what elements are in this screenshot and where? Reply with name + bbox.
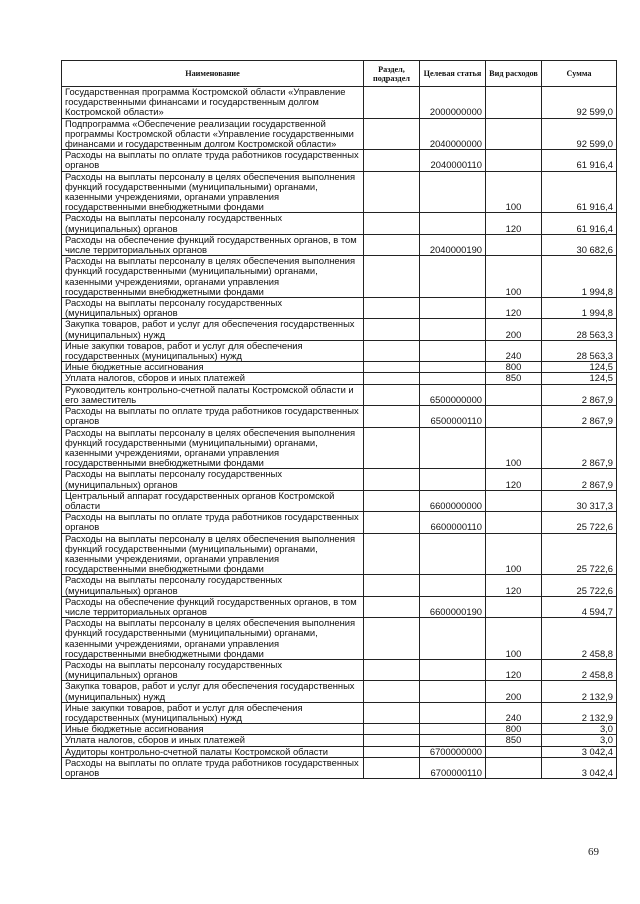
cell-target (420, 702, 486, 723)
header-target: Целевая статья (420, 61, 486, 87)
cell-sum: 25 722,6 (542, 533, 617, 575)
cell-type (486, 512, 542, 533)
cell-section (364, 469, 420, 490)
cell-name: Расходы на выплаты по оплате труда работников государственных органов (62, 406, 364, 427)
cell-target (420, 171, 486, 213)
cell-section (364, 256, 420, 298)
cell-sum: 25 722,6 (542, 512, 617, 533)
page-number: 69 (588, 846, 599, 858)
cell-section (364, 234, 420, 255)
cell-sum: 28 563,3 (542, 340, 617, 361)
cell-sum: 2 867,9 (542, 384, 617, 405)
cell-sum: 2 867,9 (542, 427, 617, 469)
table-row (62, 724, 617, 735)
cell-name: Уплата налогов, сборов и иных платежей (62, 373, 364, 384)
cell-section (364, 362, 420, 373)
cell-type: 850 (486, 735, 542, 746)
cell-sum: 2 458,8 (542, 659, 617, 680)
cell-section (364, 319, 420, 340)
cell-name: Расходы на выплаты персоналу в целях обеспечения выполнения функций государственными (муниципальными) органами, казенными учреждениями, органами управления государственными внебюджетными фондами (62, 533, 364, 575)
cell-target (420, 319, 486, 340)
cell-section (364, 533, 420, 575)
cell-section (364, 213, 420, 234)
cell-type: 100 (486, 256, 542, 298)
cell-name: Расходы на выплаты персоналу в целях обеспечения выполнения функций государственными (муниципальными) органами, казенными учреждениями, органами управления государственными внебюджетными фондами (62, 618, 364, 660)
table-header (62, 61, 617, 87)
table-body (62, 87, 617, 779)
table-row (62, 406, 617, 427)
cell-section (364, 373, 420, 384)
cell-name: Закупка товаров, работ и услуг для обеспечения государственных (муниципальных) нужд (62, 319, 364, 340)
table-row (62, 340, 617, 361)
cell-target (420, 469, 486, 490)
cell-name: Подпрограмма «Обеспечение реализации государственной программы Костромской области «Управление государственными финансами и государственным долгом Костромской области» (62, 118, 364, 150)
cell-section (364, 659, 420, 680)
header-type: Вид расходов (486, 61, 542, 87)
cell-type (486, 150, 542, 171)
cell-type (486, 118, 542, 150)
cell-target: 2040000110 (420, 150, 486, 171)
cell-name: Уплата налогов, сборов и иных платежей (62, 735, 364, 746)
cell-type: 100 (486, 533, 542, 575)
cell-sum: 92 599,0 (542, 87, 617, 119)
cell-sum: 61 916,4 (542, 171, 617, 213)
cell-section (364, 746, 420, 757)
cell-sum: 25 722,6 (542, 575, 617, 596)
cell-name: Расходы на выплаты по оплате труда работников государственных органов (62, 512, 364, 533)
cell-name: Руководитель контрольно-счетной палаты Костромской области и его заместитель (62, 384, 364, 405)
cell-target: 6500000000 (420, 384, 486, 405)
cell-target: 6700000000 (420, 746, 486, 757)
table-row (62, 298, 617, 319)
cell-target (420, 256, 486, 298)
cell-sum: 124,5 (542, 362, 617, 373)
cell-name: Центральный аппарат государственных органов Костромской области (62, 490, 364, 511)
header-section: Раздел, подраздел (364, 61, 420, 87)
cell-target: 2040000000 (420, 118, 486, 150)
cell-target: 2040000190 (420, 234, 486, 255)
table-row (62, 362, 617, 373)
table-row (62, 384, 617, 405)
cell-type: 100 (486, 427, 542, 469)
cell-sum: 2 132,9 (542, 681, 617, 702)
cell-name: Расходы на обеспечение функций государственных органов, в том числе территориальных органов (62, 234, 364, 255)
table-row (62, 490, 617, 511)
cell-target: 2000000000 (420, 87, 486, 119)
cell-type: 800 (486, 362, 542, 373)
cell-type: 120 (486, 469, 542, 490)
cell-name: Расходы на выплаты персоналу государственных (муниципальных) органов (62, 298, 364, 319)
cell-name: Расходы на выплаты по оплате труда работников государственных органов (62, 150, 364, 171)
cell-type: 100 (486, 171, 542, 213)
cell-target (420, 618, 486, 660)
cell-name: Расходы на выплаты персоналу государственных (муниципальных) органов (62, 575, 364, 596)
table-row (62, 234, 617, 255)
cell-target (420, 362, 486, 373)
cell-target: 6600000110 (420, 512, 486, 533)
cell-type (486, 87, 542, 119)
table-row (62, 87, 617, 119)
cell-type: 120 (486, 298, 542, 319)
cell-section (364, 757, 420, 778)
cell-sum: 61 916,4 (542, 150, 617, 171)
table-row (62, 596, 617, 617)
cell-type: 850 (486, 373, 542, 384)
cell-name: Иные бюджетные ассигнования (62, 724, 364, 735)
cell-target: 6600000000 (420, 490, 486, 511)
header-row (62, 61, 617, 87)
cell-target (420, 575, 486, 596)
table-row (62, 735, 617, 746)
cell-target (420, 533, 486, 575)
cell-type (486, 406, 542, 427)
cell-type: 120 (486, 213, 542, 234)
cell-type: 240 (486, 702, 542, 723)
table-row (62, 575, 617, 596)
cell-sum: 30 317,3 (542, 490, 617, 511)
table-row (62, 469, 617, 490)
cell-section (364, 298, 420, 319)
header-sum: Сумма (542, 61, 617, 87)
cell-sum: 2 867,9 (542, 406, 617, 427)
table-row (62, 659, 617, 680)
cell-section (364, 724, 420, 735)
cell-sum: 1 994,8 (542, 298, 617, 319)
cell-sum: 3,0 (542, 724, 617, 735)
table-row (62, 757, 617, 778)
cell-type: 240 (486, 340, 542, 361)
cell-section (364, 735, 420, 746)
table-row (62, 118, 617, 150)
cell-type (486, 746, 542, 757)
table-row (62, 150, 617, 171)
cell-section (364, 150, 420, 171)
cell-name: Иные закупки товаров, работ и услуг для обеспечения государственных (муниципальных) нужд (62, 702, 364, 723)
cell-type: 120 (486, 575, 542, 596)
cell-sum: 2 867,9 (542, 469, 617, 490)
cell-section (364, 575, 420, 596)
cell-name: Расходы на выплаты персоналу государственных (муниципальных) органов (62, 469, 364, 490)
cell-type: 200 (486, 319, 542, 340)
header-name: Наименование (62, 61, 364, 87)
table-row (62, 373, 617, 384)
table-row (62, 618, 617, 660)
cell-section (364, 118, 420, 150)
cell-name: Расходы на выплаты персоналу государственных (муниципальных) органов (62, 213, 364, 234)
cell-name: Расходы на выплаты персоналу в целях обеспечения выполнения функций государственными (муниципальными) органами, казенными учреждениями, органами управления государственными внебюджетными фондами (62, 427, 364, 469)
cell-target (420, 213, 486, 234)
cell-name: Расходы на обеспечение функций государственных органов, в том числе территориальных органов (62, 596, 364, 617)
table-row (62, 427, 617, 469)
table-row (62, 213, 617, 234)
cell-section (364, 702, 420, 723)
cell-sum: 3,0 (542, 735, 617, 746)
table-row (62, 702, 617, 723)
cell-section (364, 681, 420, 702)
cell-name: Иные бюджетные ассигнования (62, 362, 364, 373)
cell-target: 6600000190 (420, 596, 486, 617)
cell-type (486, 234, 542, 255)
cell-target (420, 298, 486, 319)
cell-sum: 2 132,9 (542, 702, 617, 723)
cell-name: Иные закупки товаров, работ и услуг для обеспечения государственных (муниципальных) нужд (62, 340, 364, 361)
cell-section (364, 490, 420, 511)
cell-sum: 61 916,4 (542, 213, 617, 234)
cell-section (364, 596, 420, 617)
cell-sum: 2 458,8 (542, 618, 617, 660)
cell-section (364, 427, 420, 469)
cell-type: 100 (486, 618, 542, 660)
cell-sum: 124,5 (542, 373, 617, 384)
cell-sum: 4 594,7 (542, 596, 617, 617)
cell-section (364, 384, 420, 405)
cell-target (420, 373, 486, 384)
cell-type: 200 (486, 681, 542, 702)
cell-target (420, 681, 486, 702)
cell-type (486, 596, 542, 617)
table-row (62, 533, 617, 575)
cell-target: 6700000110 (420, 757, 486, 778)
cell-target: 6500000110 (420, 406, 486, 427)
cell-name: Расходы на выплаты персоналу в целях обеспечения выполнения функций государственными (муниципальными) органами, казенными учреждениями, органами управления государственными внебюджетными фондами (62, 256, 364, 298)
table-row (62, 746, 617, 757)
table-row (62, 319, 617, 340)
cell-type (486, 384, 542, 405)
cell-sum: 30 682,6 (542, 234, 617, 255)
budget-table (61, 60, 617, 779)
cell-name: Расходы на выплаты по оплате труда работников государственных органов (62, 757, 364, 778)
cell-sum: 3 042,4 (542, 757, 617, 778)
cell-sum: 3 042,4 (542, 746, 617, 757)
cell-type (486, 490, 542, 511)
cell-name: Расходы на выплаты персоналу государственных (муниципальных) органов (62, 659, 364, 680)
cell-sum: 92 599,0 (542, 118, 617, 150)
cell-type: 120 (486, 659, 542, 680)
cell-name: Расходы на выплаты персоналу в целях обеспечения выполнения функций государственными (муниципальными) органами, казенными учреждениями, органами управления государственными внебюджетными фондами (62, 171, 364, 213)
cell-type: 800 (486, 724, 542, 735)
cell-target (420, 340, 486, 361)
table-row (62, 681, 617, 702)
cell-section (364, 87, 420, 119)
cell-sum: 1 994,8 (542, 256, 617, 298)
cell-sum: 28 563,3 (542, 319, 617, 340)
table-row (62, 256, 617, 298)
cell-target (420, 427, 486, 469)
cell-section (364, 618, 420, 660)
cell-name: Государственная программа Костромской области «Управление государственными финансами и государственным долгом Костромской области» (62, 87, 364, 119)
cell-section (364, 406, 420, 427)
table-row (62, 512, 617, 533)
cell-target (420, 659, 486, 680)
cell-section (364, 512, 420, 533)
cell-type (486, 757, 542, 778)
cell-name: Закупка товаров, работ и услуг для обеспечения государственных (муниципальных) нужд (62, 681, 364, 702)
cell-target (420, 735, 486, 746)
cell-section (364, 340, 420, 361)
cell-name: Аудиторы контрольно-счетной палаты Костромской области (62, 746, 364, 757)
cell-section (364, 171, 420, 213)
cell-target (420, 724, 486, 735)
table-row (62, 171, 617, 213)
